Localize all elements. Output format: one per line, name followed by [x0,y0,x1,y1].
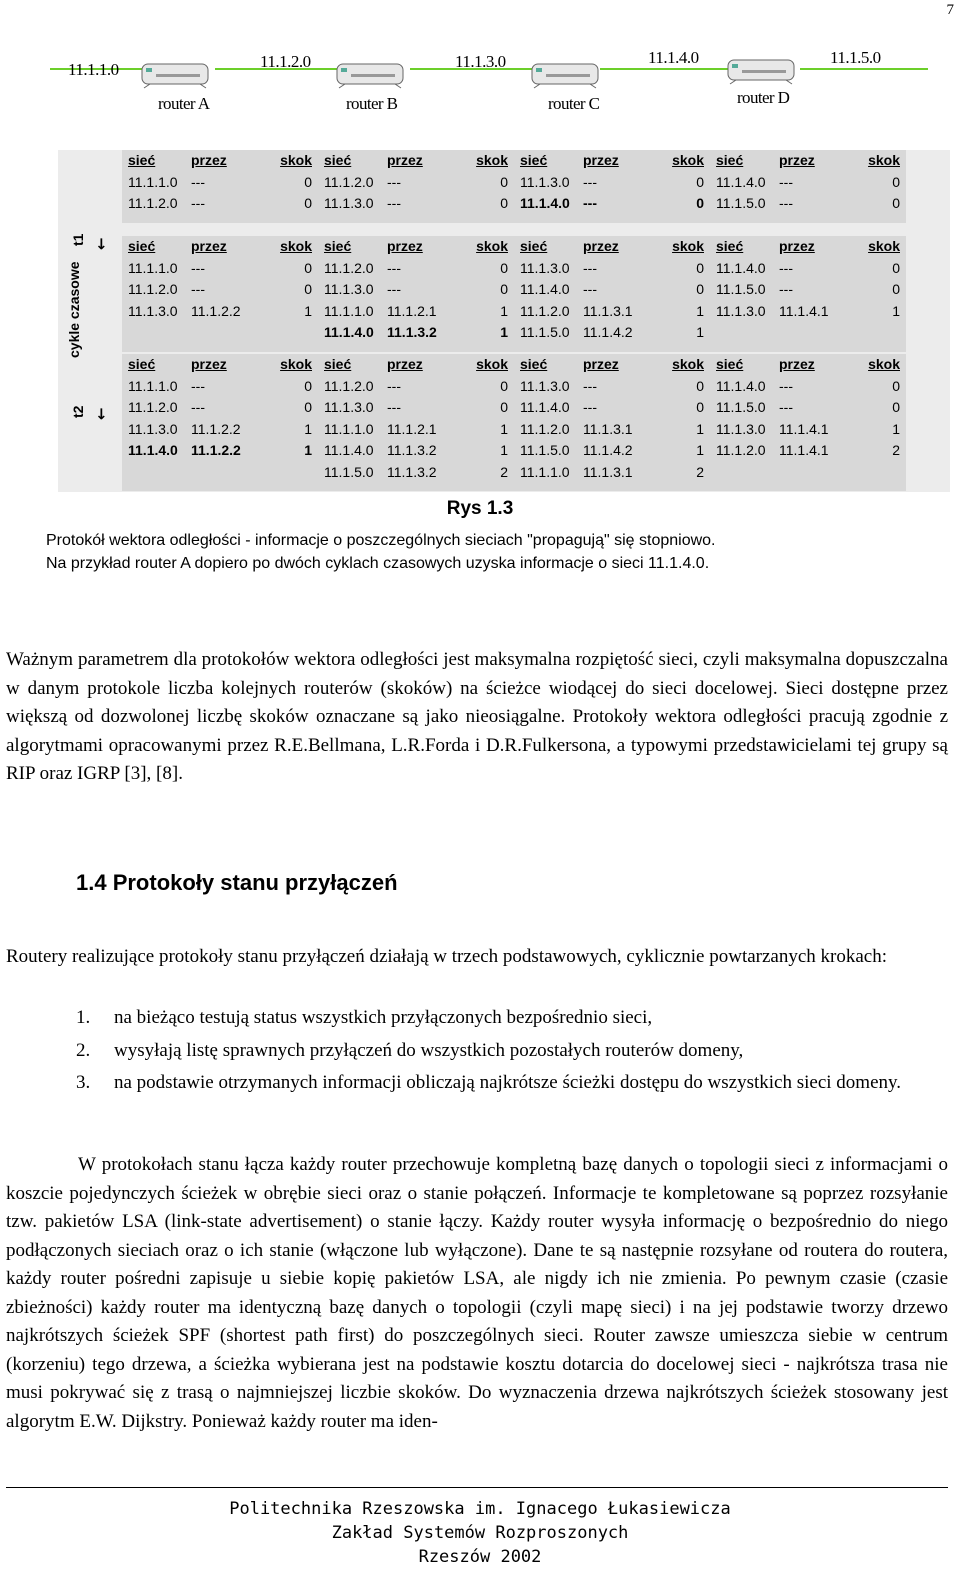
table-header [514,354,710,376]
routing-table [710,236,906,352]
table-cell: 11.1.5.0 [520,442,570,458]
table-cell: 0 [696,377,704,394]
table-cell: 11.1.4.2 [583,324,633,340]
column-header: skok [672,356,704,372]
table-row [122,376,318,398]
table-row [318,376,514,398]
column-header: skok [672,152,704,168]
table-row [318,462,514,484]
column-header: przez [779,152,815,168]
table-cell: 0 [500,281,508,297]
table-cell: 1 [696,442,704,458]
table-cell: 0 [304,377,312,394]
routing-table [710,150,906,223]
table-cell: 1 [892,302,900,319]
table-row [122,419,318,441]
routing-table [318,354,514,491]
router-a [140,60,210,95]
table-cell: 11.1.1.0 [324,420,374,437]
table-cell: --- [191,173,205,190]
paragraph: Ważnym parametrem dla protokołów wektora odległości jest maksymalna rozpiętość sieci, czyli maksymalna dopuszczalna w danym protokole liczba kolejnych routerów (skoków) na ścieżce wiodącej do sieci docelowej. Sieci dostępne przez większą od dozwolonej liczbę skoków oznaczane są jako nieosiągalne. Protokoły wektora odległości pracują zgodnie z algorytmami opracowanymi przez R.E.Bellmana, L.R.Forda i D.R.Fulkersona, a typowymi przedstawicielami tej grupy są RIP oraz IGRP [3], [8]. [6,649,948,784]
routing-table [122,236,318,352]
table-cell: --- [779,399,793,415]
footer-line: Zakład Systemów Rozproszonych [331,1523,629,1543]
column-header: skok [868,356,900,372]
table-cell: 11.1.2.2 [191,442,241,458]
table-cell: --- [191,377,205,394]
table-cell: 11.1.1.0 [324,302,374,319]
table-row [318,193,514,215]
table-row [318,301,514,323]
table-row [710,397,906,419]
table-cell: 11.1.2.0 [324,259,374,276]
column-header: skok [280,238,312,254]
list-number: 2. [76,1039,91,1061]
table-cell: 1 [500,324,508,340]
column-header: przez [191,356,227,372]
column-header: sieć [520,238,548,254]
footer-line: Politechnika Rzeszowska im. Ignacego Łukasiewicza [229,1499,731,1519]
table-cell: 0 [304,399,312,415]
table-cell: --- [191,399,205,415]
table-cell: --- [191,281,205,297]
table-header [122,150,318,172]
router-label: router B [346,94,398,113]
router-b [335,60,405,95]
routing-tables [58,150,950,492]
table-cell: 11.1.2.2 [191,420,241,437]
table-cell: 11.1.4.1 [779,420,829,437]
router-label: router A [158,94,210,113]
table-cell: 11.1.4.2 [583,442,633,458]
table-cell: 11.1.4.0 [716,173,766,190]
table-cell: 11.1.2.0 [128,195,178,211]
table-header [514,236,710,258]
network-diagram [0,20,960,130]
column-header: przez [583,356,619,372]
column-header: sieć [324,238,352,254]
list-item [76,1037,948,1066]
network-label: 11.1.1.0 [68,60,119,79]
table-cell: 11.1.4.0 [128,442,178,458]
column-header: sieć [520,152,548,168]
network-label: 11.1.3.0 [455,52,506,71]
table-cell: 2 [696,463,704,480]
table-cell: 11.1.3.0 [324,195,374,211]
table-row [514,258,710,280]
column-header: przez [387,238,423,254]
table-cell: --- [583,173,597,190]
table-cell: 11.1.3.0 [520,259,570,276]
table-row [318,279,514,301]
routing-table [514,354,710,491]
table-header [318,354,514,376]
table-cell: 11.1.3.0 [324,399,374,415]
list-item [76,1004,948,1033]
table-cell: --- [387,281,401,297]
table-row [514,279,710,301]
table-row [710,419,906,441]
column-header: sieć [128,152,156,168]
t1-arrow-icon: ← [92,237,110,250]
table-cell: 0 [304,281,312,297]
table-cell: 11.1.2.0 [324,173,374,190]
router-icon [140,60,210,90]
table-cell: 0 [892,399,900,415]
table-cell: 11.1.4.0 [520,399,570,415]
column-header: sieć [716,152,744,168]
table-cell: 11.1.4.0 [716,259,766,276]
figure-caption [46,529,946,575]
table-row [514,397,710,419]
table-cell: 11.1.3.0 [128,420,178,437]
table-cell: 11.1.3.1 [583,420,633,437]
table-row [514,193,710,215]
table-cell: 11.1.2.0 [716,442,766,458]
table-row [710,193,906,215]
table-cell: 11.1.3.0 [520,173,570,190]
table-cell: 0 [892,195,900,211]
table-cell: 1 [892,420,900,437]
figure-title: Rys 1.3 [446,498,514,519]
column-header: skok [476,356,508,372]
table-row [514,172,710,194]
link-line [600,68,728,70]
table-cell: 11.1.2.0 [324,377,374,394]
table-cell: 0 [500,259,508,276]
table-cell: 1 [304,420,312,437]
table-cell: --- [387,259,401,276]
network-label: 11.1.5.0 [830,48,881,67]
footer-line: Rzeszów 2002 [418,1547,542,1567]
router-label: router C [548,94,600,113]
routing-table [122,354,318,491]
page-number: 7 [946,2,954,18]
column-header: sieć [716,356,744,372]
column-header: przez [191,152,227,168]
table-cell: 11.1.3.0 [716,420,766,437]
table-cell: 0 [500,173,508,190]
table-row [514,301,710,323]
table-row [122,440,318,462]
table-header [318,236,514,258]
table-cell: 1 [304,302,312,319]
routing-table [122,150,318,223]
table-cell: --- [387,195,401,211]
t1-label: t1 [70,233,86,246]
table-header [710,354,906,376]
table-cell: 0 [892,281,900,297]
table-cell: 1 [696,302,704,319]
column-header: przez [583,238,619,254]
paragraph: W protokołach stanu łącza każdy router przechowuje kompletną bazę danych o topologii sieci z informacjami o koszcie pojedynczych ścieżek w obrębie sieci oraz o stanie połączeń. Informacje te kompletowane są poprzez rozsyłanie tzw. pakietów LSA (link-state advertisement) o stanie łączy. Każdy router wysyła informację o bezpośrednio do niego podłączonych sieciach oraz o ich stanie (włączone lub wyłączone). Dane te są następnie rozsyłane od routera do routera, każdy router pośredni zapisuje u siebie kopię pakietów LSA, ale nigdy ich nie zmienia. Po pewnym czasie (czasie zbieżności) każdy router ma identyczną bazę danych o topologii (czyli mapę sieci) i na jej podstawie tworzy drzewo najkrótszych ścieżek SPF (shortest path first) do poszczególnych sieci. Router zawsze umieszcza siebie w centrum (korzeniu) tego drzewa, a ścieżka wybierana jest na podstawie kosztu dotarcia do docelowej sieci - najkrótsza trasa nie musi pokrywać się z trasą o najmniejszej liczbie skoków. Do wyznaczenia drzewa najkrótszych ścieżek stosowany jest algorytm E.W. Dijkstry. Ponieważ każdy router ma iden- [6,1154,948,1432]
column-header: skok [868,152,900,168]
table-cell: 11.1.2.1 [387,302,437,319]
table-cell: 11.1.5.0 [324,463,374,480]
table-header [318,150,514,172]
table-row [514,419,710,441]
router-c [530,60,600,95]
table-row [710,301,906,323]
routing-table [514,236,710,352]
table-row [710,440,906,462]
column-header: sieć [324,152,352,168]
table-row [318,258,514,280]
table-cell: 11.1.3.2 [387,463,437,480]
table-header [514,150,710,172]
table-header [122,354,318,376]
table-cell: 1 [304,442,312,458]
table-cell: --- [779,377,793,394]
column-header: sieć [128,356,156,372]
table-cell: 1 [500,302,508,319]
routing-table [514,150,710,223]
table-row [514,462,710,484]
table-cell: 11.1.5.0 [716,195,766,211]
routing-table [318,236,514,352]
table-row [318,397,514,419]
table-cell: 0 [304,259,312,276]
list-item [76,1069,948,1098]
table-cell: 11.1.4.0 [520,281,570,297]
table-cell: 1 [696,324,704,340]
table-row [122,301,318,323]
router-d [726,56,796,91]
table-cell: 11.1.4.1 [779,302,829,319]
table-row [318,322,514,344]
table-cell: --- [387,377,401,394]
table-row [514,322,710,344]
table-cell: 1 [500,420,508,437]
table-cell: 11.1.5.0 [520,324,570,340]
table-cell: --- [583,195,597,211]
table-cell: --- [387,399,401,415]
section-heading: 1.4 Protokoły stanu przyłączeń [76,870,398,895]
table-row [710,279,906,301]
table-cell: 0 [304,173,312,190]
table-cell: 1 [696,420,704,437]
table-row [122,279,318,301]
table-header [710,236,906,258]
table-row [318,419,514,441]
table-cell: 11.1.1.0 [128,259,178,276]
table-cell: --- [583,399,597,415]
caption-line: Protokół wektora odległości - informacje o poszczególnych sieciach "propagują" się stopniowo. [46,532,716,549]
cycles-label: cykle czasowe [66,261,82,358]
table-row [514,440,710,462]
column-header: skok [280,152,312,168]
table-cell: 0 [696,281,704,297]
table-cell: 11.1.2.0 [520,302,570,319]
table-row [514,376,710,398]
t2-arrow-icon: ← [92,407,110,420]
table-cell: 0 [500,399,508,415]
footer-divider [6,1487,948,1488]
table-cell: 11.1.1.0 [128,377,178,394]
table-cell: 0 [696,173,704,190]
table-cell: 1 [500,442,508,458]
table-cell: --- [387,173,401,190]
steps-list [76,1004,948,1098]
table-cell: 11.1.3.0 [128,302,178,319]
table-row [122,397,318,419]
column-header: skok [672,238,704,254]
table-cell: 11.1.4.0 [324,442,374,458]
link-line [800,68,928,70]
table-cell: 11.1.2.2 [191,302,241,319]
table-cell: --- [779,281,793,297]
table-cell: 11.1.3.2 [387,324,437,340]
column-header: przez [583,152,619,168]
table-cell: 0 [500,377,508,394]
table-cell: 11.1.3.0 [324,281,374,297]
router-icon [335,60,405,90]
table-cell: 11.1.2.0 [128,399,178,415]
table-cell: 11.1.4.0 [520,195,570,211]
table-cell: 0 [696,399,704,415]
table-cell: 11.1.1.0 [128,173,178,190]
table-cell: 11.1.3.1 [583,302,633,319]
routing-table [710,354,906,491]
t2-label: t2 [70,405,86,418]
table-cell: 0 [696,259,704,276]
column-header: sieć [324,356,352,372]
table-cell: 11.1.3.0 [716,302,766,319]
table-cell: 11.1.2.1 [387,420,437,437]
table-cell: 0 [696,195,704,211]
network-label: 11.1.2.0 [260,52,311,71]
column-header: sieć [128,238,156,254]
table-cell: --- [583,377,597,394]
column-header: skok [280,356,312,372]
caption-line: Na przykład router A dopiero po dwóch cyklach czasowych uzyska informacje o sieci 11.1.4.0. [46,555,710,572]
table-cell: 11.1.2.0 [128,281,178,297]
table-row [318,440,514,462]
table-row [710,258,906,280]
column-header: skok [868,238,900,254]
list-number: 3. [76,1072,91,1093]
list-text: wysyłają listę sprawnych przyłączeń do wszystkich pozostałych routerów domeny, [114,1039,744,1061]
column-header: przez [191,238,227,254]
column-header: przez [779,238,815,254]
routing-table [318,150,514,223]
table-cell: 0 [500,195,508,211]
router-icon [530,60,600,90]
table-cell: --- [779,195,793,211]
column-header: skok [476,238,508,254]
table-cell: 0 [304,195,312,211]
network-label: 11.1.4.0 [648,48,699,67]
column-header: skok [476,152,508,168]
table-cell: --- [583,281,597,297]
footer [0,1497,960,1569]
table-cell: 11.1.3.2 [387,442,437,458]
paragraph: Routery realizujące protokoły stanu przyłączeń działają w trzech podstawowych, cyklicznie powtarzanych krokach: [6,946,888,967]
column-header: sieć [716,238,744,254]
table-header [710,150,906,172]
column-header: przez [387,356,423,372]
router-label: router D [737,88,790,107]
table-cell: --- [779,259,793,276]
table-header [122,236,318,258]
column-header: przez [779,356,815,372]
table-row [122,172,318,194]
table-cell: 11.1.1.0 [520,463,570,480]
router-icon [726,56,796,86]
table-cell: 11.1.3.0 [520,377,570,394]
table-cell: 11.1.4.0 [716,377,766,394]
table-cell: --- [191,195,205,211]
list-text: na podstawie otrzymanych informacji obliczają najkrótsze ścieżki dostępu do wszystkich sieci domeny. [114,1072,902,1093]
table-cell: 11.1.4.1 [779,442,829,458]
table-cell: 11.1.5.0 [716,399,766,415]
column-header: przez [387,152,423,168]
table-cell: 0 [892,259,900,276]
table-cell: --- [191,259,205,276]
table-cell: 2 [500,463,508,480]
list-text: na bieżąco testują status wszystkich przyłączonych bezpośrednio sieci, [114,1007,653,1028]
list-number: 1. [76,1007,91,1028]
table-cell: 2 [892,442,900,458]
table-cell: 0 [892,377,900,394]
table-row [122,258,318,280]
table-cell: 0 [892,173,900,190]
table-row [710,376,906,398]
table-row [122,193,318,215]
table-cell: --- [779,173,793,190]
table-row [318,172,514,194]
table-row [710,172,906,194]
table-cell: 11.1.4.0 [324,324,374,340]
table-cell: 11.1.3.1 [583,463,633,480]
column-header: sieć [520,356,548,372]
table-cell: --- [583,259,597,276]
table-cell: 11.1.5.0 [716,281,766,297]
table-cell: 11.1.2.0 [520,420,570,437]
